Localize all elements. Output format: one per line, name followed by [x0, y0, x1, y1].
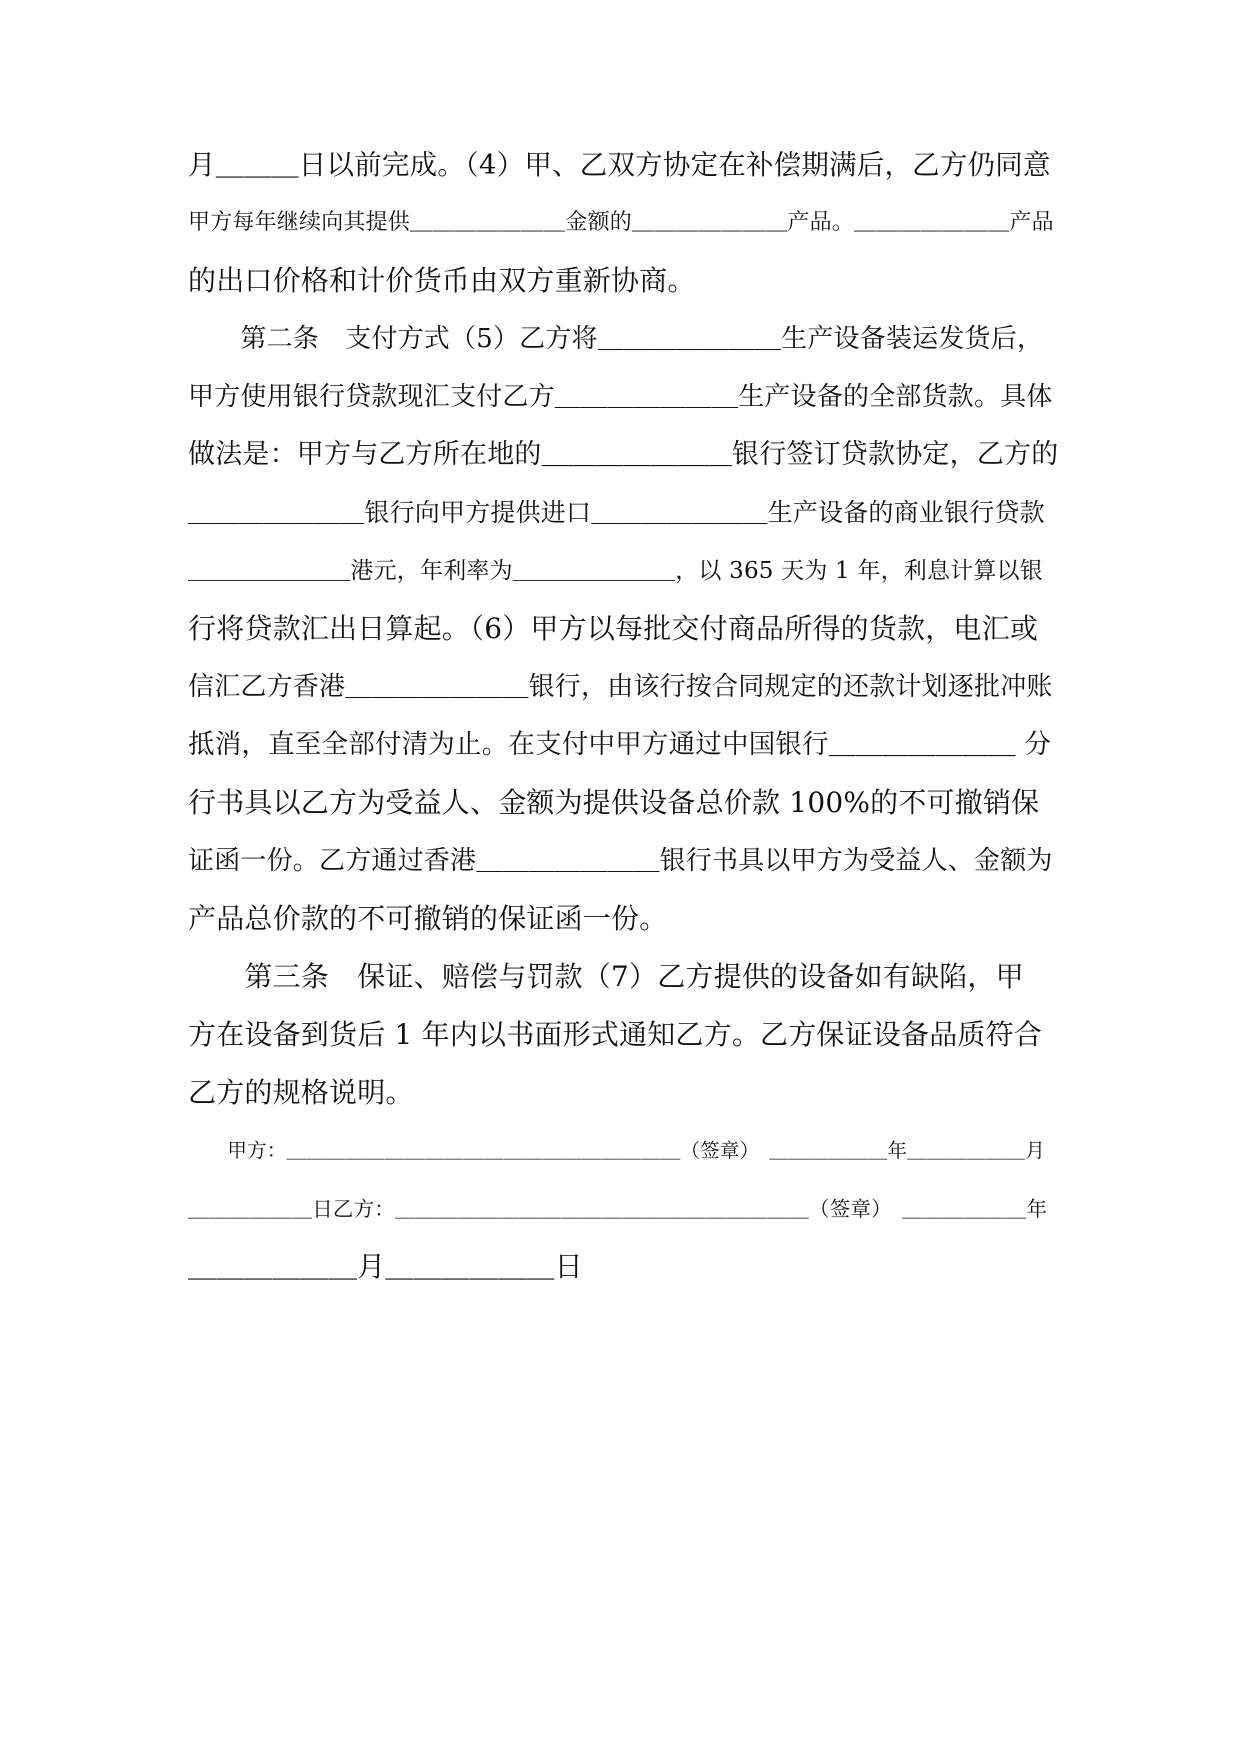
text-line: 的出口价格和计价货币由双方重新协商。: [188, 264, 696, 297]
text-line: 行书具以乙方为受益人、金额为提供设备总价款 100%的不可撤销保: [188, 786, 1040, 819]
text-line: 做法是：甲方与乙方所在地的＿＿＿＿＿＿＿银行签订贷款协定，乙方的: [188, 439, 1059, 470]
text-line: ＿＿＿＿＿＿＿银行向甲方提供进口＿＿＿＿＿＿＿生产设备的商业银行贷款: [188, 498, 1045, 527]
text-line: ＿＿＿＿＿＿＿港元，年利率为＿＿＿＿＿＿＿，以 365 天为 1 年，利息计算以银: [188, 558, 1043, 584]
signature-party-a-line: 甲方：＿＿＿＿＿＿＿＿＿＿＿＿＿＿＿＿＿＿＿＿（签章） ＿＿＿＿＿＿年＿＿＿＿＿＿月: [188, 1139, 1046, 1162]
text-line: 证函一份。乙方通过香港＿＿＿＿＿＿＿银行书具以甲方为受益人、金额为: [188, 846, 1053, 876]
text-line: 产品总价款的不可撤销的保证函一份。: [188, 902, 668, 935]
text-line: 甲方每年继续向其提供＿＿＿＿＿＿＿金额的＿＿＿＿＿＿＿产品。＿＿＿＿＿＿＿产品: [188, 210, 1054, 235]
signature-date-line: ＿＿＿＿＿＿月＿＿＿＿＿＿日: [188, 1250, 583, 1283]
text-line: 甲方使用银行贷款现汇支付乙方＿＿＿＿＿＿＿生产设备的全部货款。具体: [188, 382, 1053, 412]
text-line: 方在设备到货后 1 年内以书面形式通知乙方。乙方保证设备品质符合: [188, 1018, 1043, 1051]
text-line: 乙方的规格说明。: [188, 1076, 414, 1109]
article-three-heading-line: 第三条 保证、赔偿与罚款（7）乙方提供的设备如有缺陷，甲: [188, 960, 1024, 993]
article-two-heading-line: 第二条 支付方式（5）乙方将＿＿＿＿＿＿＿生产设备装运发货后，: [188, 324, 1044, 354]
text-line: 信汇乙方香港＿＿＿＿＿＿＿银行，由该行按合同规定的还款计划逐批冲账: [188, 672, 1053, 702]
text-line: 行将贷款汇出日算起。（6）甲方以每批交付商品所得的货款，电汇或: [188, 612, 1039, 645]
signature-party-b-line: ＿＿＿＿＿＿日乙方：＿＿＿＿＿＿＿＿＿＿＿＿＿＿＿＿＿＿＿＿（签章） ＿＿＿＿＿＿年: [188, 1197, 1048, 1221]
text-line: 月＿＿＿日以前完成。（4）甲、乙双方协定在补偿期满后，乙方仍同意: [188, 149, 1051, 181]
text-line: 抵消，直至全部付清为止。在支付中甲方通过中国银行＿＿＿＿＿＿＿ 分: [188, 729, 1052, 760]
